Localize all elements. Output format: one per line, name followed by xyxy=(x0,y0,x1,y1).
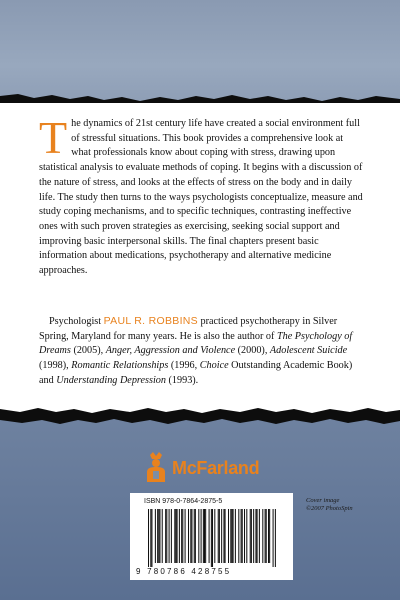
barcode-bar xyxy=(148,509,149,567)
barcode-bar xyxy=(194,509,195,563)
barcode-bar xyxy=(266,509,267,563)
author-bio xyxy=(39,314,369,389)
barcode-bar xyxy=(259,509,260,563)
isbn-label: ISBN 978-0-7864-2875-5 xyxy=(144,498,223,505)
barcode-bar xyxy=(214,509,215,563)
barcode-bar xyxy=(209,509,210,563)
bio-text: (2000), xyxy=(235,345,270,357)
bio-text: Outstanding Academic Book) and xyxy=(39,360,353,386)
barcode-bar xyxy=(225,509,226,563)
barcode-bar xyxy=(223,509,224,563)
bio-text: practiced psychotherapy in Silver Spring, Maryland for many years. He is also the author of xyxy=(39,316,338,342)
barcode-bar xyxy=(268,509,269,563)
cover-image-credit xyxy=(306,497,353,513)
barcode-bar xyxy=(251,509,252,563)
description-text: he dynamics of 21st century life have created a social environment full of stressful situations. This book provides a comprehensive look at what professionals know about coping with stress, drawing upon statistical analysis to evaluate methods of coping. It begins with a discussion of the nature of stress, and looks at the effects of stress on the body and in daily life. The study then turns to the ways psychologists conceptualize, measure and study coping mechanisms, and to specific techniques, contrasting ineffective ones with such proven strategies as exercising, seeking social support and improving basic interpersonal skills. The final chapters present basic information about medications, psychotherapy and alternative medicine approaches. xyxy=(39,118,363,277)
barcode-bar xyxy=(269,509,270,563)
barcode-bar xyxy=(166,509,167,563)
barcode-bar xyxy=(195,509,196,563)
barcode-bar xyxy=(253,509,254,563)
book-title: The Psychology of Dreams xyxy=(39,330,353,357)
barcode-bar xyxy=(233,509,234,563)
barcode-bar xyxy=(255,509,256,563)
barcode-bar xyxy=(212,509,213,567)
publisher-name: McFarland xyxy=(172,457,260,478)
barcode-bar xyxy=(230,509,231,563)
barcode-bar xyxy=(150,509,151,567)
bio-text: (1998), xyxy=(39,360,72,372)
barcode-bar xyxy=(182,509,183,563)
bio-text: (1993). xyxy=(165,374,199,386)
barcode-bar xyxy=(169,509,170,563)
barcode-bar xyxy=(262,509,263,563)
barcode-bar xyxy=(242,509,243,563)
barcode-bar xyxy=(171,509,172,563)
barcode-bar xyxy=(219,509,220,563)
barcode-bar xyxy=(157,509,158,563)
barcode-bar xyxy=(190,509,191,563)
barcode-bar xyxy=(165,509,166,563)
barcode-bar xyxy=(211,509,212,567)
bio-text: Psychologist xyxy=(49,316,104,327)
barcode-bar xyxy=(181,509,182,563)
barcode-bar xyxy=(175,509,176,563)
book-title: Understanding Depression xyxy=(56,374,166,386)
barcode-bar xyxy=(204,509,205,563)
book-title: Romantic Relationships xyxy=(71,360,169,372)
barcode-bar xyxy=(246,509,247,563)
barcode-bar xyxy=(198,509,199,563)
isbn-barcode-panel xyxy=(130,493,293,580)
barcode-bar xyxy=(221,509,222,563)
publisher-logo xyxy=(143,452,259,484)
barcode-bar xyxy=(185,509,186,563)
book-title: Adolescent Suicide xyxy=(269,345,348,357)
barcode-bar xyxy=(191,509,192,563)
bio-text: (2005), xyxy=(70,345,106,357)
barcode-bar xyxy=(218,509,219,563)
book-description xyxy=(39,112,364,279)
barcode-bar xyxy=(231,509,232,563)
barcode-bar xyxy=(205,509,206,563)
barcode-bar xyxy=(228,509,229,563)
barcode-bar xyxy=(179,509,180,563)
barcode-bar xyxy=(174,509,175,563)
author-name: PAUL R. ROBBINS xyxy=(103,315,198,327)
barcode-bar xyxy=(158,509,159,563)
barcode-bar xyxy=(273,509,274,567)
credit-line: ©2007 PhotoSpin xyxy=(306,505,353,512)
barcode-bar xyxy=(151,509,152,567)
barcode-bars xyxy=(148,509,276,567)
barcode-bar xyxy=(177,509,178,563)
barcode-bar xyxy=(275,509,276,567)
barcode-bar xyxy=(257,509,258,563)
bottom-torn-edge xyxy=(0,402,400,428)
book-title: Anger, Aggression and Violence xyxy=(105,345,236,357)
barcode-bar xyxy=(241,509,242,563)
barcode-bar xyxy=(162,509,163,563)
credit-line: Cover image xyxy=(306,497,340,504)
barcode-bar xyxy=(250,509,251,563)
drop-cap: T xyxy=(39,112,68,163)
award-name: Choice xyxy=(199,360,229,372)
barcode-digits: 9 780786 428755 xyxy=(136,567,232,576)
barcode-bar xyxy=(203,509,204,563)
bio-text: (1996, xyxy=(168,360,200,372)
barcode-bar xyxy=(244,509,245,563)
barcode-bar xyxy=(159,509,160,563)
barcode-bar xyxy=(238,509,239,563)
publisher-emblem-icon xyxy=(143,452,169,484)
barcode-bar xyxy=(155,509,156,563)
barcode-bar xyxy=(188,509,189,563)
barcode-bar xyxy=(265,509,266,563)
barcode-bar xyxy=(201,509,202,563)
barcode-bar xyxy=(235,509,236,563)
